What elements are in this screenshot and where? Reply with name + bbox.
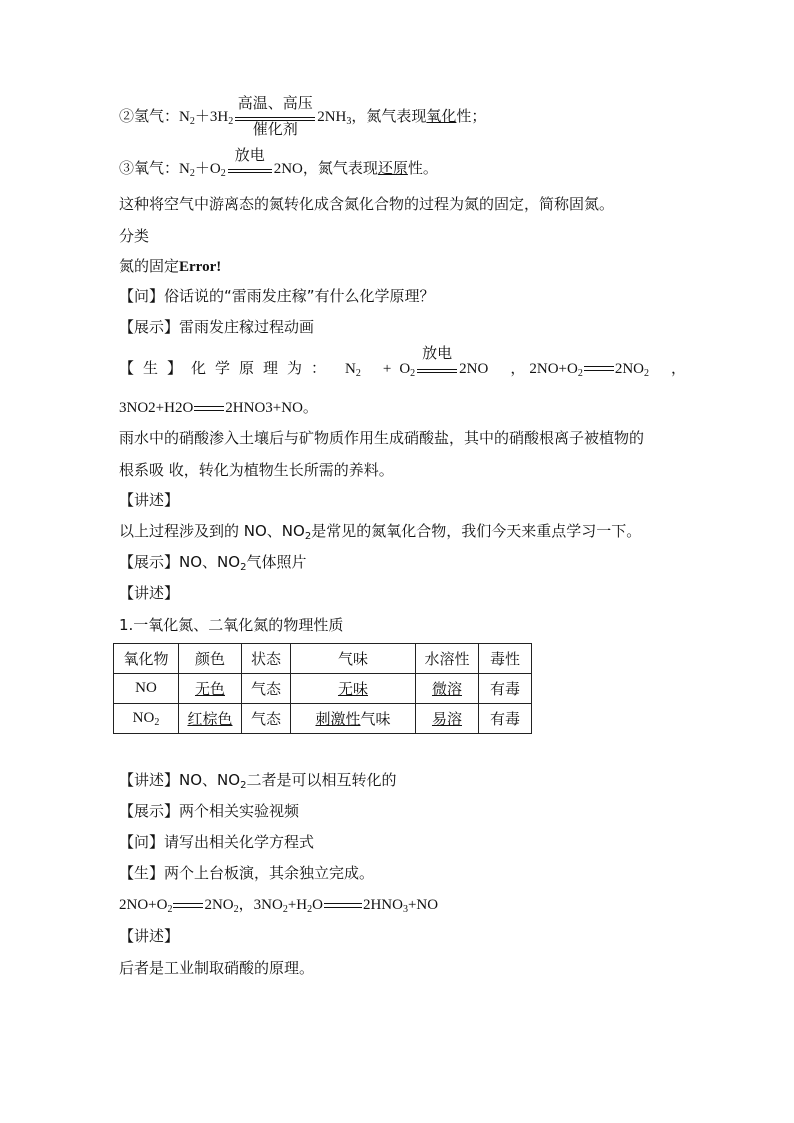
hno3-equation: 3NO2+H2O 2HNO3+NO。 <box>119 400 318 416</box>
rain-paragraph-1: 雨水中的硝酸渗入土壤后与矿物质作用生成硝酸盐，其中的硝酸根离子被植物的 <box>119 429 645 447</box>
equals-double-line <box>194 406 224 411</box>
eq2-key-word: 氧化 <box>426 107 457 125</box>
table-cell: NO <box>114 674 179 704</box>
table-cell: 气态 <box>242 674 291 704</box>
equation-hydrogen: ②氢气：$N_2+3H_2$ 高温、高压 催化剂 $2NH_3$，氮气表现氧化性； <box>119 94 487 138</box>
show-photos: 【展示】NO、$NO_2$气体照片 <box>119 553 307 573</box>
eq3-condition-top: 放电 <box>234 146 265 164</box>
equation-oxygen: ③氧气：$N_2+O_2$ 放电 2NO，氮气表现还原性。 <box>119 146 438 179</box>
properties-table <box>113 643 532 734</box>
table-row <box>114 704 532 734</box>
question-thunder: 【问】俗话说的“雷雨发庄稼”有什么化学原理？ <box>119 287 435 305</box>
equals-double-line <box>584 366 614 371</box>
show-animation: 【展示】雷雨发庄稼过程动画 <box>119 318 315 336</box>
eq3-label: ③氧气： <box>119 161 180 177</box>
rain-paragraph-2: 根系吸 收，转化为植物生长所需的养料。 <box>119 461 394 479</box>
question-equations: 【问】请写出相关化学方程式 <box>119 833 315 851</box>
eq2-condition-top: 高温、高压 <box>237 94 313 112</box>
table-cell: 刺激性气味 <box>291 704 416 734</box>
equals-double-line <box>324 903 362 908</box>
table-header-row <box>114 644 532 674</box>
table-header-cell: 颜色 <box>179 644 242 674</box>
error-text: Error! <box>179 259 222 275</box>
eq3-key-word: 还原 <box>377 159 408 177</box>
table-cell: 无色 <box>179 674 242 704</box>
table-cell: 红棕色 <box>179 704 242 734</box>
table-header-cell: 水溶性 <box>416 644 479 674</box>
table-cell: 有毒 <box>479 704 532 734</box>
classify-label: 分类 <box>119 227 150 245</box>
table-cell: $NO_2$ <box>114 704 179 734</box>
table-header-cell: 状态 <box>242 644 291 674</box>
closing-line: 后者是工业制取硝酸的原理。 <box>119 959 315 977</box>
eq2-label: ②氢气： <box>119 109 180 125</box>
intro-line: 以上过程涉及到的 NO、$NO_2$是常见的氮氧化合物，我们今天来重点学习一下。 <box>119 522 642 542</box>
eq2-condition-bottom: 催化剂 <box>252 120 298 138</box>
fixation-definition: 这种将空气中游离态的氮转化成含氮化合物的过程为氮的固定，简称固氮。 <box>119 195 615 213</box>
table-header-cell: 气味 <box>291 644 416 674</box>
student-board-work: 【生】两个上台板演，其余独立完成。 <box>119 864 375 882</box>
table-cell: 微溶 <box>416 674 479 704</box>
fixation-error-line: 氮的固定Error! <box>119 257 222 275</box>
student-condition-arrow: 放电 <box>417 361 457 373</box>
table-header-cell: 毒性 <box>479 644 532 674</box>
table-cell: 易溶 <box>416 704 479 734</box>
student-answer-line: 【生】化学原理为： $N_2 + O_2$ 放电 2NO ， $2NO+O_2$ $2NO_2$ ， <box>119 344 687 379</box>
lecture-heading-1: 【讲述】 <box>119 491 180 509</box>
lecture-heading-4: 【讲述】 <box>119 927 180 945</box>
table-cell: 气态 <box>242 704 291 734</box>
table-cell: 有毒 <box>479 674 532 704</box>
eq2-condition-arrow <box>235 94 315 138</box>
lecture-conversion: 【讲述】NO、$NO_2$二者是可以相互转化的 <box>119 771 397 791</box>
eq3-condition-arrow <box>228 146 272 173</box>
section-title-physical-properties: 1.一氧化氮、二氧化氮的物理性质 <box>119 616 344 634</box>
show-videos: 【展示】两个相关实验视频 <box>119 802 300 820</box>
lecture-heading-2: 【讲述】 <box>119 584 180 602</box>
table-cell: 无味 <box>291 674 416 704</box>
final-equations: $2NO+O_2$ $2NO_2$，$3NO_2+H_2O$ $2HNO_3+NO$ <box>119 897 439 915</box>
table-header-cell: 氧化物 <box>114 644 179 674</box>
equals-double-line <box>173 903 203 908</box>
table-row <box>114 674 532 704</box>
